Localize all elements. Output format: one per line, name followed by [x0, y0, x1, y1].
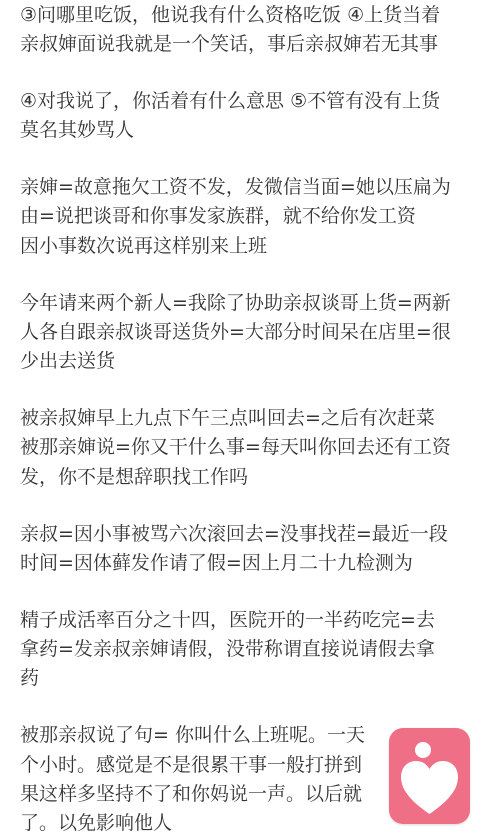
text-line: 个小时。感觉是不是很累干事一般打拼到 [20, 754, 363, 776]
text-line: 今年请来两个新人=我除了协助亲叔谈哥上货=两新 [20, 292, 451, 314]
text-line: ④对我说了，你活着有什么意思 ⑤不管有没有上货 [20, 90, 441, 112]
text-line: 被那亲叔说了句= 你叫什么上班呢。一天 [20, 724, 365, 746]
text-line: 发，你不是想辞职找工作吗 [20, 466, 249, 488]
text-line: 果这样多坚持不了和你妈说一声。以后就 [20, 783, 363, 805]
heart-person-icon [389, 728, 470, 824]
floating-app-button[interactable] [389, 728, 470, 824]
text-line: 亲婶=故意拖欠工资不发，发微信当面=她以压扁为 [20, 176, 451, 198]
text-line: 亲叔婶面说我就是一个笑话，事后亲叔婶若无其事 [20, 33, 439, 55]
text-line: 因小事数次说再这样别来上班 [20, 235, 268, 257]
text-line: 被亲叔婶早上九点下午三点叫回去=之后有次赶菜 [20, 407, 435, 429]
text-line: 拿药=发亲叔亲婶请假，没带称谓直接说请假去拿 [20, 638, 435, 660]
text-line: 时间=因体藓发作请了假=因上月二十九检测为 [20, 552, 413, 574]
text-line: 了。以免影响他人 [20, 812, 173, 834]
text-line: 人各自跟亲叔谈哥送货外=大部分时间呆在店里=很 [20, 321, 451, 343]
text-line: 少出去送货 [20, 350, 116, 372]
text-line: 莫名其妙骂人 [20, 119, 135, 141]
text-line: 药 [20, 667, 40, 689]
text-line: 精子成活率百分之十四，医院开的一半药吃完=去 [20, 609, 435, 631]
text-line: 亲叔=因小事被骂六次滚回去=没事找茬=最近一段 [20, 523, 448, 545]
text-line: 由=说把谈哥和你事发家族群，就不给你发工资 [20, 205, 416, 227]
text-line: ③问哪里吃饭，他说我有什么资格吃饭 ④上货当着 [20, 4, 441, 26]
text-line: 被那亲婶说=你又干什么事=每天叫你回去还有工资 [20, 436, 451, 458]
